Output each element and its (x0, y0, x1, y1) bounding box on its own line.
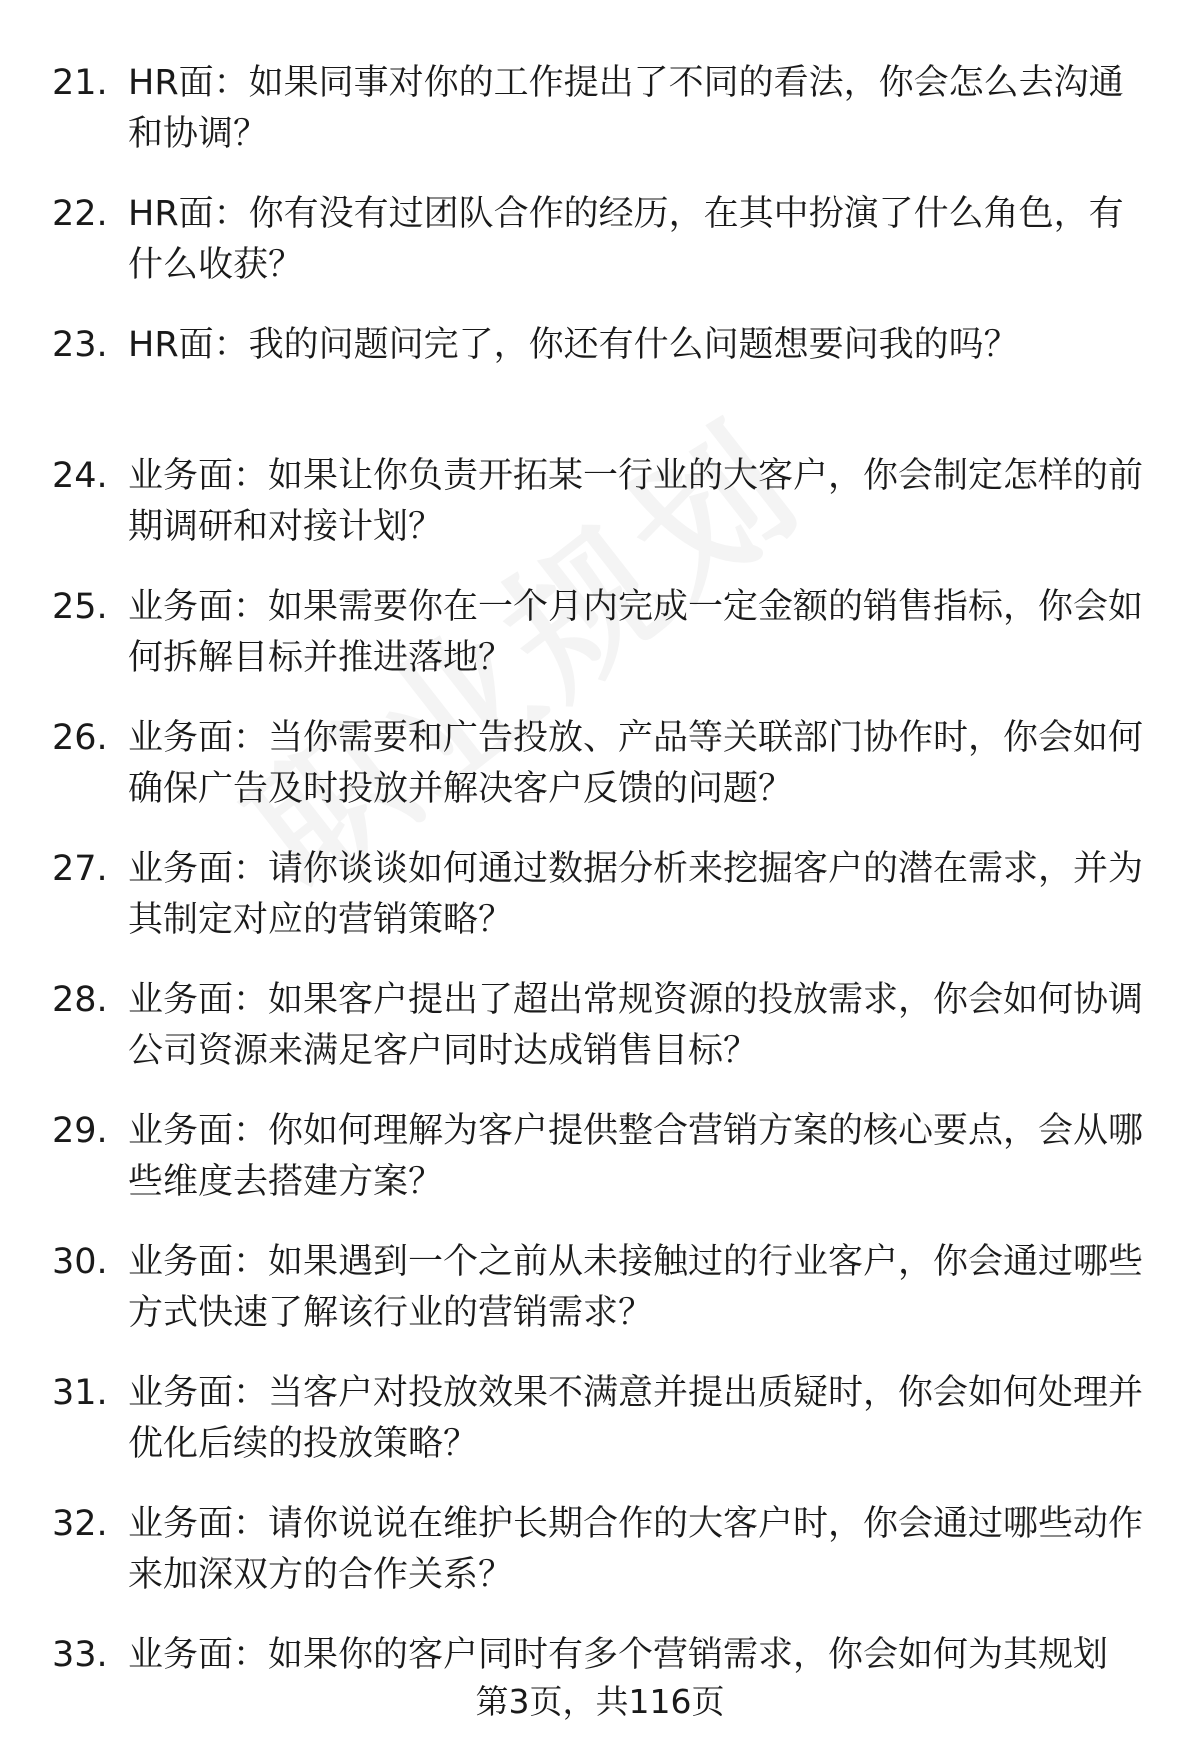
question-text: 业务面：如果需要你在一个月内完成一定金额的销售指标，你会如何拆解目标并推进落地？ (128, 587, 1144, 678)
question-text: HR面：我的问题问完了，你还有什么问题想要问我的吗？ (128, 325, 1019, 365)
question-number: 21. (52, 63, 108, 103)
question-number: 28. (52, 980, 108, 1020)
question-item (0, 1499, 1200, 1630)
question-item (0, 713, 1200, 844)
question-item (0, 1237, 1200, 1368)
question-text: 业务面：如果客户提出了超出常规资源的投放需求，你会如何协调公司资源来满足客户同时达成销售目标？ (128, 980, 1144, 1071)
question-text: 业务面：当客户对投放效果不满意并提出质疑时，你会如何处理并优化后续的投放策略？ (128, 1373, 1144, 1464)
question-item (0, 582, 1200, 713)
question-number: 25. (52, 587, 108, 627)
question-item (0, 320, 1200, 451)
question-text: 业务面：如果让你负责开拓某一行业的大客户，你会制定怎样的前期调研和对接计划？ (128, 456, 1144, 547)
page-indicator: 第3页，共116页 (475, 1682, 725, 1721)
question-item (0, 844, 1200, 975)
question-text: 业务面：你如何理解为客户提供整合营销方案的核心要点，会从哪些维度去搭建方案？ (128, 1111, 1144, 1202)
question-number: 26. (52, 718, 108, 758)
question-item (0, 58, 1200, 189)
question-text: 业务面：请你说说在维护长期合作的大客户时，你会通过哪些动作来加深双方的合作关系？ (128, 1504, 1144, 1595)
question-number: 27. (52, 849, 108, 889)
question-text: HR面：如果同事对你的工作提出了不同的看法，你会怎么去沟通和协调？ (128, 63, 1124, 154)
question-number: 31. (52, 1373, 108, 1413)
question-text: HR面：你有没有过团队合作的经历，在其中扮演了什么角色，有什么收获？ (128, 194, 1124, 285)
question-item (0, 975, 1200, 1106)
question-number: 32. (52, 1504, 108, 1544)
question-number: 22. (52, 194, 108, 234)
question-item (0, 451, 1200, 582)
question-item (0, 1368, 1200, 1499)
question-number: 29. (52, 1111, 108, 1151)
question-text: 业务面：如果遇到一个之前从未接触过的行业客户，你会通过哪些方式快速了解该行业的营销需求？ (128, 1242, 1144, 1333)
question-text: 业务面：如果你的客户同时有多个营销需求，你会如何为其规划 (128, 1635, 1109, 1675)
question-list (0, 58, 1200, 1761)
question-number: 30. (52, 1242, 108, 1282)
question-number: 24. (52, 456, 108, 496)
question-text: 业务面：请你谈谈如何通过数据分析来挖掘客户的潜在需求，并为其制定对应的营销策略？ (128, 849, 1144, 940)
question-number: 33. (52, 1635, 108, 1675)
question-number: 23. (52, 325, 108, 365)
question-item (0, 189, 1200, 320)
question-text: 业务面：当你需要和广告投放、产品等关联部门协作时，你会如何确保广告及时投放并解决客户反馈的问题？ (128, 718, 1144, 809)
question-item (0, 1106, 1200, 1237)
